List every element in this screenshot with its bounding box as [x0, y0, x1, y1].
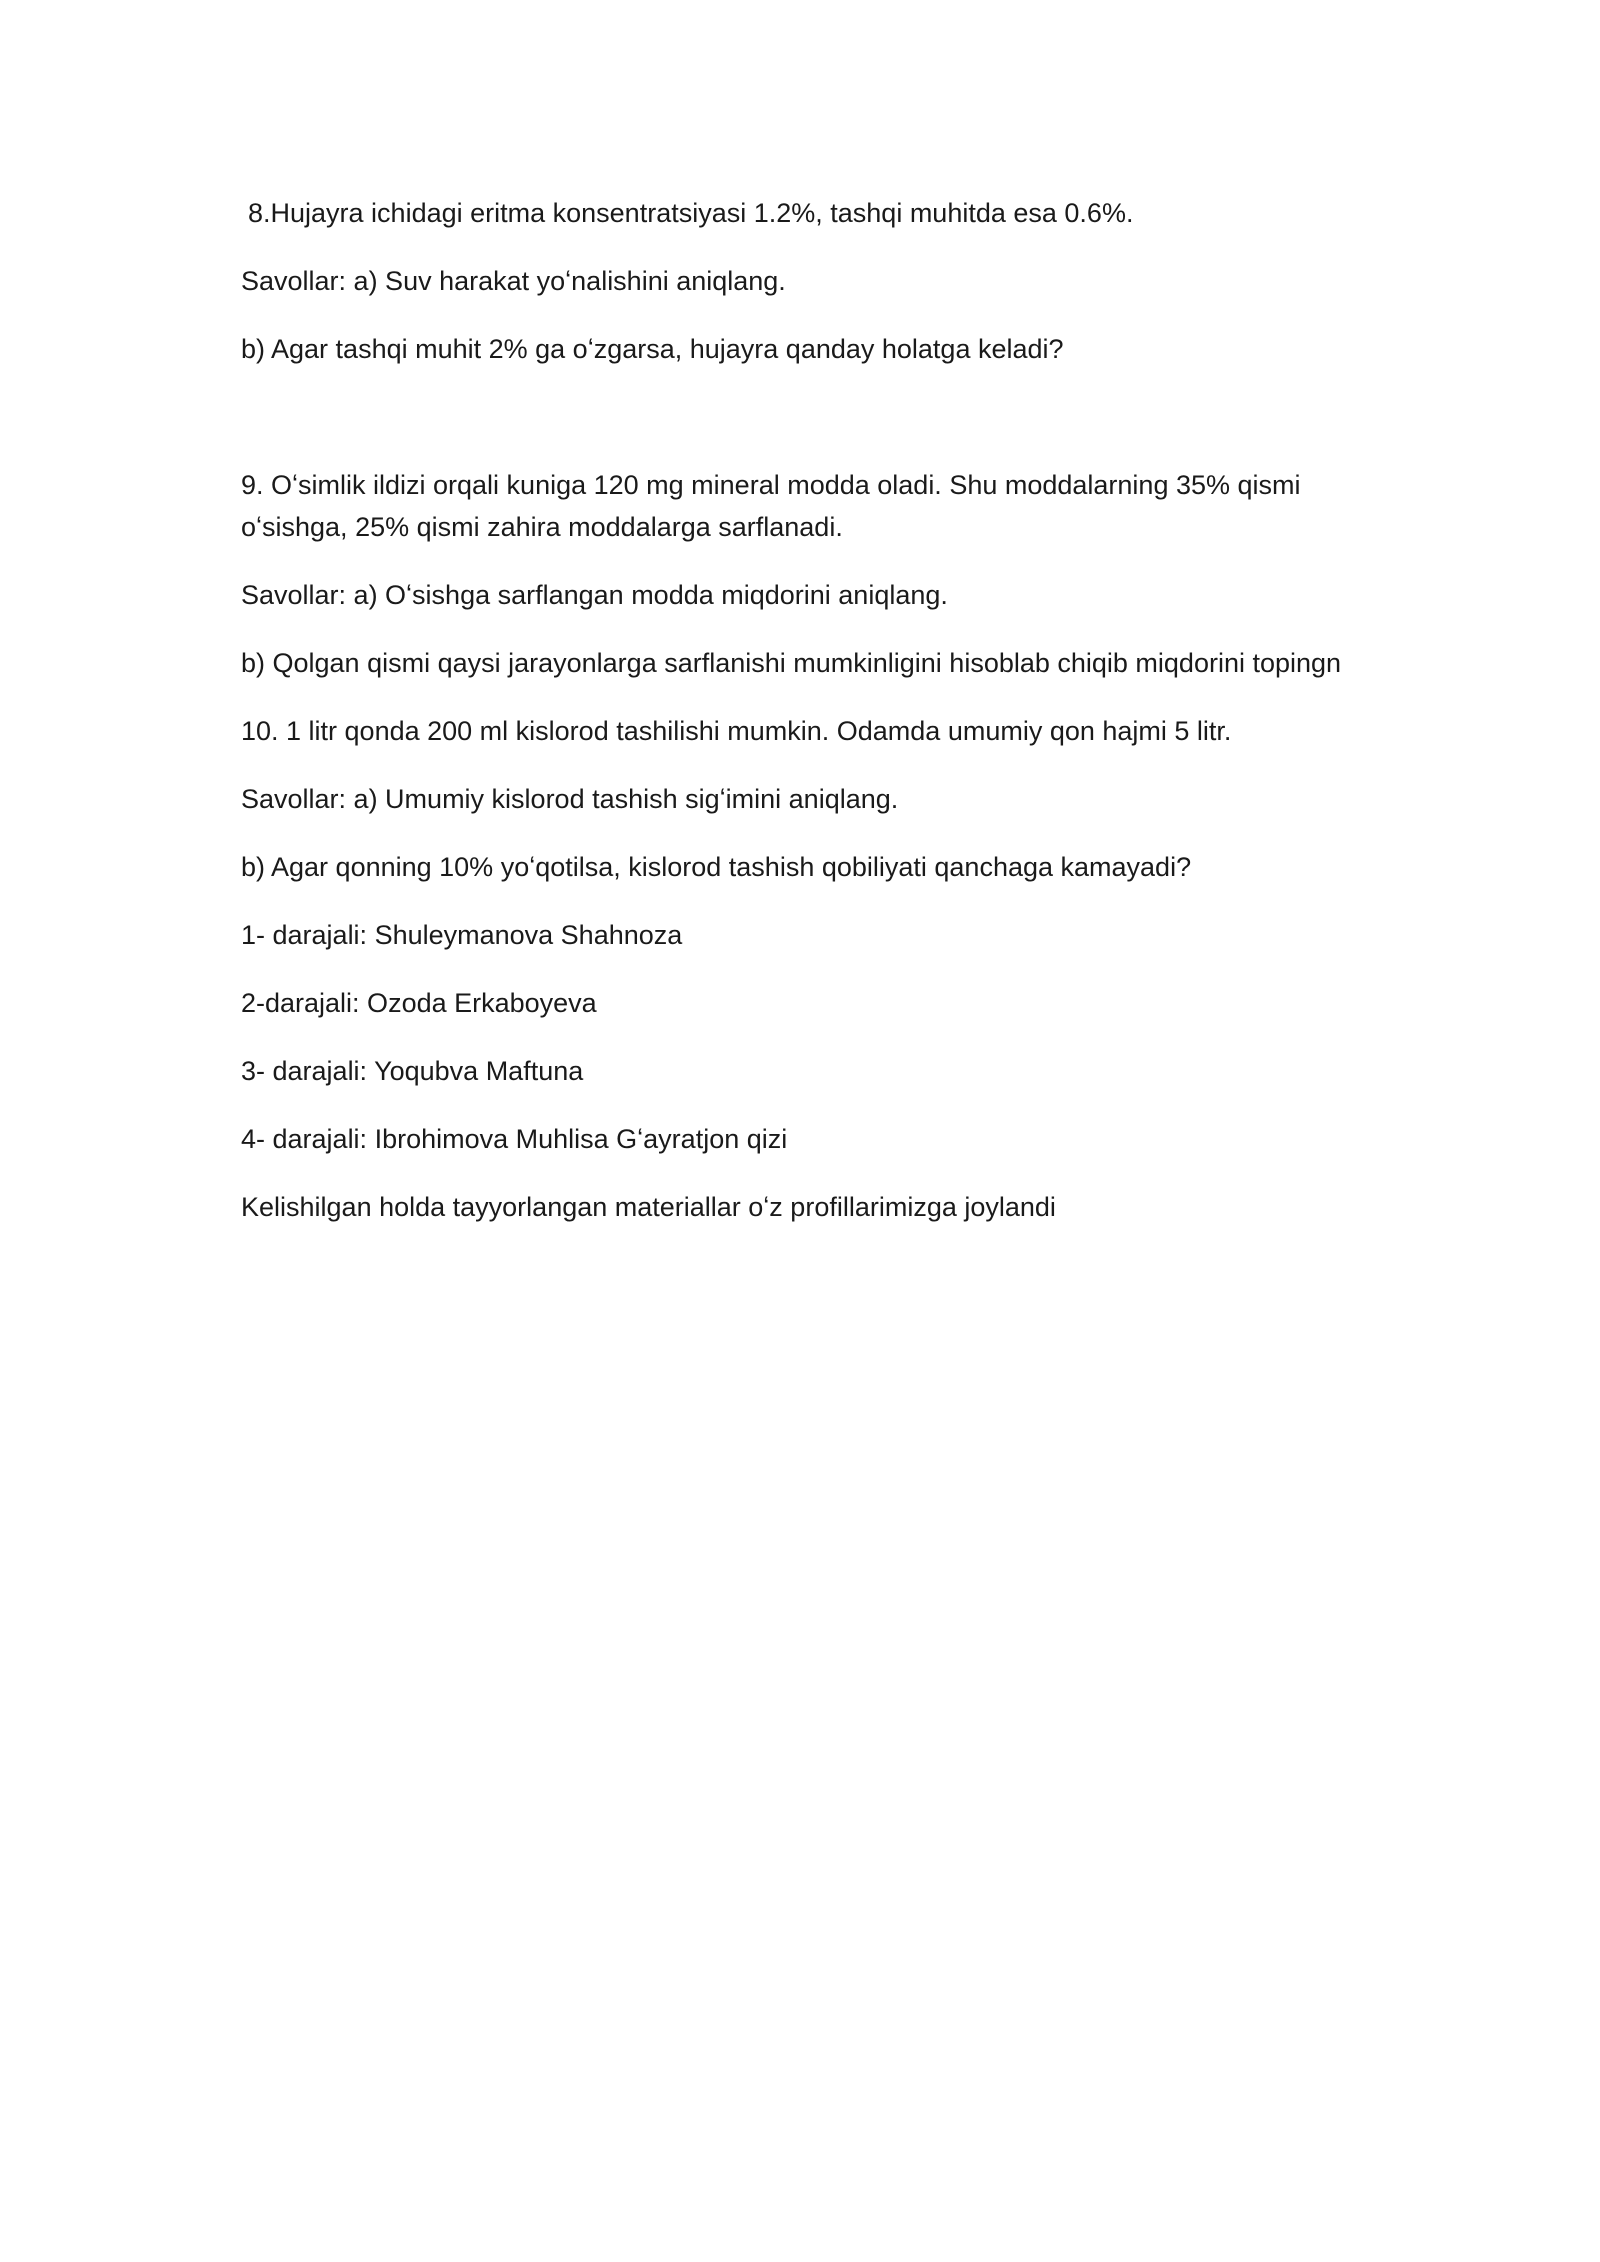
problem-9-statement: 9. Oʻsimlik ildizi orqali kuniga 120 mg mineral modda oladi. Shu moddalarning 35% qismi oʻsishga, 25% qismi zahira moddalarga sarflanadi.	[241, 470, 1301, 542]
problem-9-question-b: b) Qolgan qismi qaysi jarayonlarga sarflanishi mumkinligini hisoblab chiqib miqdorini topingn	[241, 648, 1342, 678]
problem-10-statement: 10. 1 litr qonda 200 ml kislorod tashilishi mumkin. Odamda umumiy qon hajmi 5 litr.	[241, 716, 1232, 746]
problem-9-question-a: Savollar: a) Oʻsishga sarflangan modda miqdorini aniqlang.	[241, 580, 948, 610]
problem-8-question-b: b) Agar tashqi muhit 2% ga oʻzgarsa, hujayra qanday holatga keladi?	[241, 334, 1064, 364]
closing-note: Kelishilgan holda tayyorlangan materiallar oʻz profillarimizga joylandi	[241, 1192, 1056, 1222]
problem-8-statement: 8.Hujayra ichidagi eritma konsentratsiyasi 1.2%, tashqi muhitda esa 0.6%.	[248, 198, 1134, 228]
problem-8-question-a: Savollar: a) Suv harakat yoʻnalishini aniqlang.	[241, 266, 786, 296]
author-level-4: 4- darajali: Ibrohimova Muhlisa Gʻayratjon qizi	[241, 1124, 788, 1154]
problem-10-question-b: b) Agar qonning 10% yoʻqotilsa, kislorod tashish qobiliyati qanchaga kamayadi?	[241, 852, 1192, 882]
problem-10-question-a: Savollar: a) Umumiy kislorod tashish sigʻimini aniqlang.	[241, 784, 899, 814]
author-level-1: 1- darajali: Shuleymanova Shahnoza	[241, 920, 683, 950]
author-level-3: 3- darajali: Yoqubva Maftuna	[241, 1056, 584, 1086]
author-level-2: 2-darajali: Ozoda Erkaboyeva	[241, 988, 597, 1018]
document-body	[241, 192, 1371, 1254]
